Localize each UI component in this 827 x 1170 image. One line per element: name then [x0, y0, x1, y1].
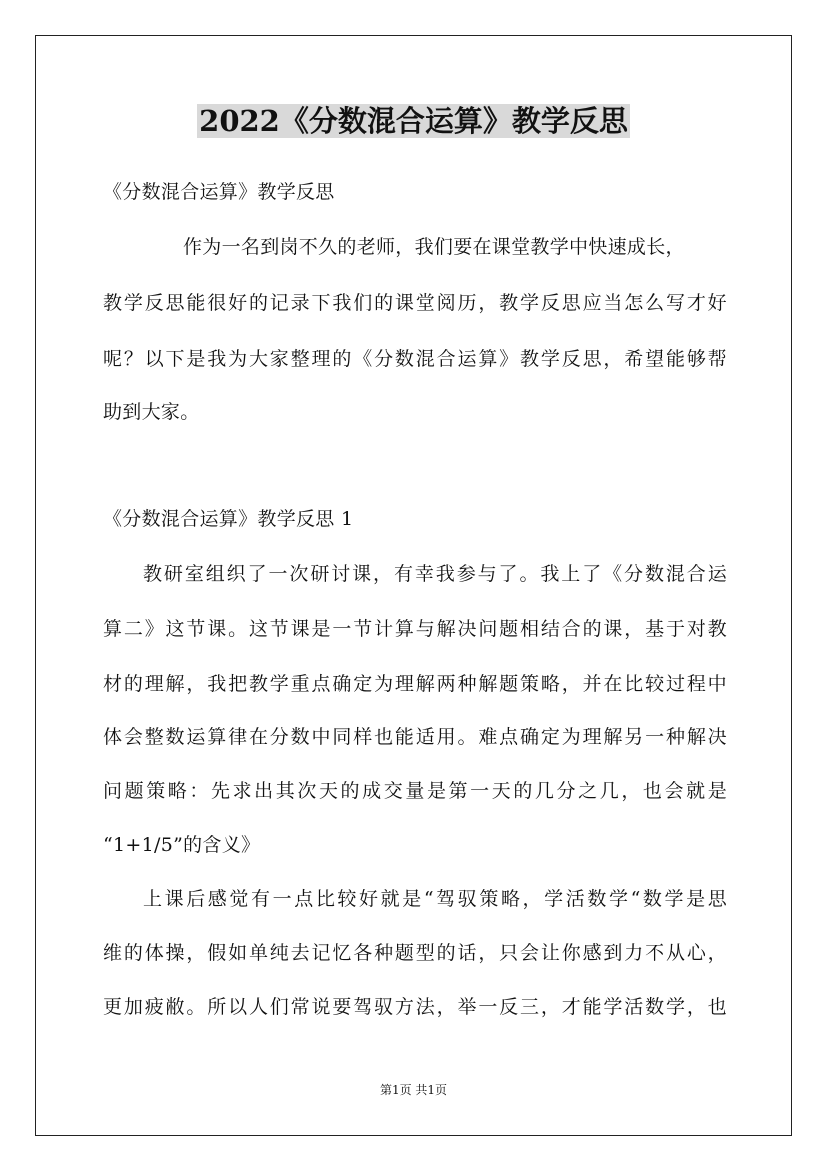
paragraph1-line-5: 问题策略：先求出其次天的成交量是第一天的几分之几，也会就是 [103, 780, 727, 802]
paragraph1-line-1: 教研室组织了一次研讨课，有幸我参与了。我上了《分数混合运 [143, 563, 727, 585]
paragraph2-line-3: 更加疲敝。所以人们常说要驾驭方法，举一反三，才能学活数学，也 [103, 996, 727, 1018]
paragraph1-line-3: 材的理解，我把教学重点确定为理解两种解题策略，并在比较过程中 [103, 673, 727, 695]
subtitle: 《分数混合运算》教学反思 [103, 181, 335, 203]
intro-line-1: 作为一名到岗不久的老师，我们要在课堂教学中快速成长， [183, 236, 685, 258]
intro-line-3: 呢？以下是我为大家整理的《分数混合运算》教学反思，希望能够帮 [103, 348, 727, 370]
paragraph1-line-2: 算二》这节课。这节课是一节计算与解决问题相结合的课，基于对教 [103, 618, 727, 640]
intro-line-4: 助到大家。 [103, 401, 200, 423]
page-number-footer: 第1页 共1页 [379, 1083, 448, 1097]
paragraph2-line-2: 维的体操，假如单纯去记忆各种题型的话，只会让你感到力不从心， [103, 942, 727, 964]
document-title [0, 98, 827, 144]
paragraph2-line-1: 上课后感觉有一点比较好就是“驾驭策略，学活数学“数学是思 [143, 888, 727, 910]
paragraph1-line-6: “1+1/5”的含义》 [103, 834, 261, 856]
paragraph1-line-4: 体会整数运算律在分数中同样也能适用。难点确定为理解另一种解决 [103, 726, 727, 748]
section-heading-1: 《分数混合运算》教学反思 1 [103, 508, 354, 530]
document-title-text: 2022《分数混合运算》教学反思 [199, 104, 628, 138]
intro-line-2: 教学反思能很好的记录下我们的课堂阅历，教学反思应当怎么写才好 [103, 292, 727, 314]
